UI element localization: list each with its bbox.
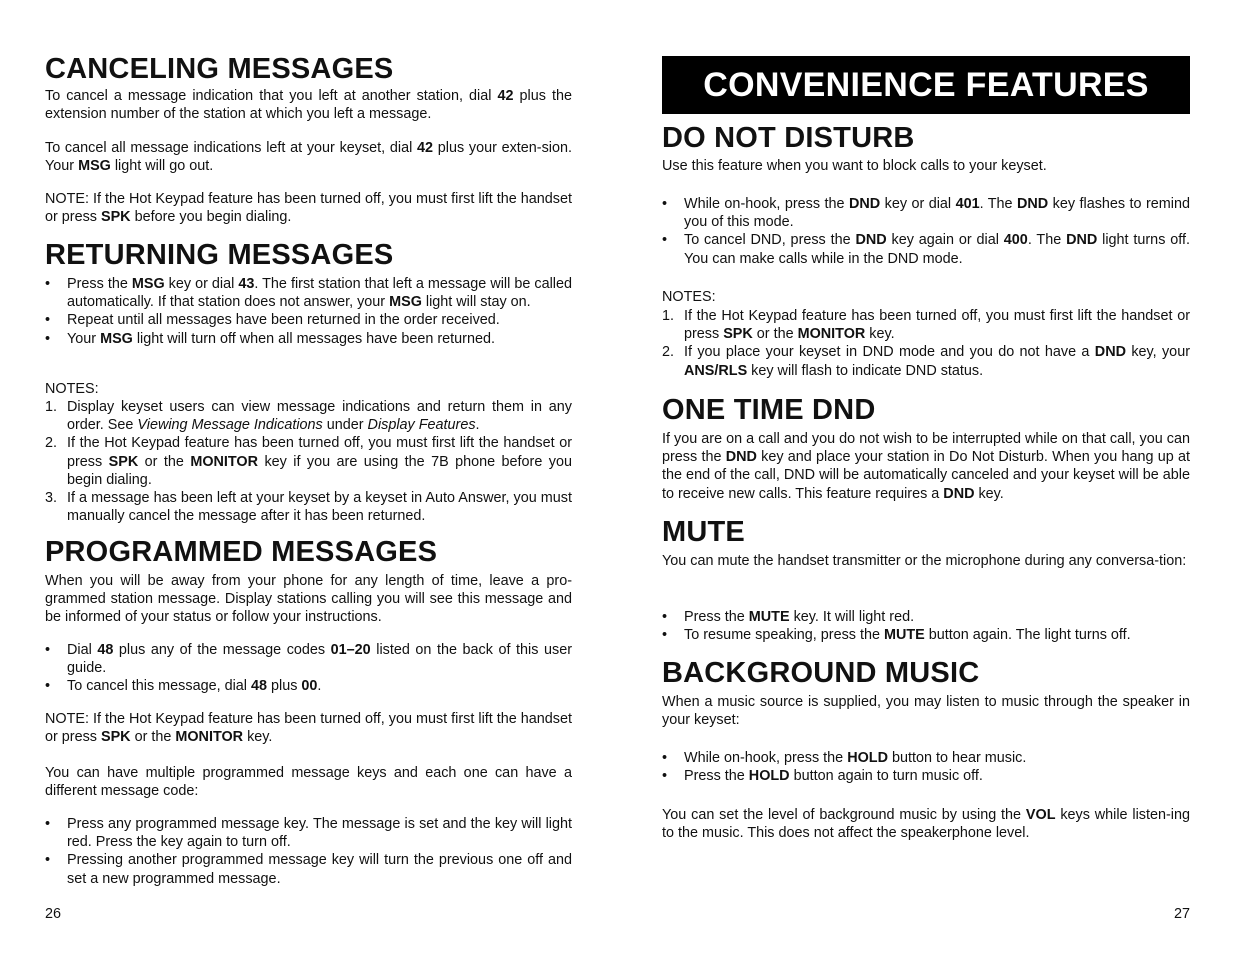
bold-term: 48 [97, 642, 114, 658]
bold-term: DND [725, 449, 757, 466]
paragraph: To cancel a message indication that you left at another station, dial 42 plus the extension number of the station at which you left a message. [45, 88, 573, 123]
bold-term: DND [943, 485, 975, 502]
bullet-item: • Pressing another programmed message key will turn the previous one off and set a new programmed message. [45, 851, 572, 887]
bullet-item: • Press the MSG key or dial 43. The first station that left a message will be called automatically. If that station does not answer, your MSG light will stay on. [45, 275, 572, 311]
numbered-note-item: 1. Display keyset users can view message indications and return them in any order. See Viewing Message Indications under Display Features. [45, 399, 572, 434]
paragraph: You can set the level of background music by using the VOL keys while listen-ing to the music. This does not affect the speakerphone level. [662, 807, 1190, 842]
bullet-list [662, 749, 1190, 785]
bold-term: ANS/RLS [684, 362, 748, 379]
bold-term: 400 [1003, 232, 1028, 249]
numbered-note-item: 3. If a message has been left at your keyset by a keyset in Auto Answer, you must manually cancel the message after it has been returned. [45, 490, 572, 525]
paragraph: You can have multiple programmed message keys and each one can have a different message code: [45, 765, 572, 800]
bullet-list [45, 641, 572, 696]
bold-term: 43 [238, 276, 255, 292]
bullet-item: • To cancel DND, press the DND key again or dial 400. The DND light turns off. You can make calls while in the DND mode. [662, 231, 1190, 267]
page-number-right: 27 [1174, 906, 1191, 922]
bullet-list [662, 195, 1190, 268]
paragraph: You can mute the handset transmitter or the microphone during any conversa-tion: [662, 553, 1187, 569]
bold-term: DND [1017, 196, 1049, 212]
note-number: 2. [662, 344, 675, 361]
page-number-left: 26 [45, 906, 62, 922]
numbered-note-item: 2. If the Hot Keypad feature has been turned off, you must first lift the handset or press SPK or the MONITOR key if you are using the 7B phone before you begin dialing. [45, 435, 572, 488]
note-number: 1. [662, 308, 675, 324]
italic-reference: Display Features [367, 417, 476, 434]
bold-term: VOL [1025, 807, 1056, 823]
chapter-banner: CONVENIENCE FEATURES [662, 56, 1190, 114]
bold-term: DND [1066, 232, 1098, 249]
bold-term: MSG [100, 330, 133, 347]
notes-label: NOTES: [45, 381, 99, 397]
bullet-list [662, 608, 1190, 644]
bold-term: 401 [955, 196, 980, 212]
note-paragraph: NOTE: If the Hot Keypad feature has been turned off, you must first lift the handset or press SPK or the MONITOR key. [45, 711, 572, 746]
bold-term: HOLD [748, 768, 790, 785]
bullet-item: • Press the MUTE key. It will light red. [662, 608, 1190, 626]
section-title-mute: MUTE [662, 516, 745, 548]
numbered-note-item: 1. If the Hot Keypad feature has been turned off, you must first lift the handset or press SPK or the MONITOR key. [662, 308, 1190, 343]
bullet-item: • Dial 48 plus any of the message codes 01–20 listed on the back of this user guide. [45, 641, 572, 677]
paragraph: When a music source is supplied, you may listen to music through the speaker in your keyset: [662, 694, 1190, 729]
paragraph: To cancel all message indications left at your keyset, dial 42 plus your exten-sion. Your MSG light will go out. [45, 140, 572, 175]
bold-term: SPK [100, 729, 131, 746]
bold-term: DND [848, 196, 881, 212]
bold-term: 48 [250, 678, 267, 695]
bullet-item: • To resume speaking, press the MUTE button again. The light turns off. [662, 626, 1190, 644]
bold-term: DND [855, 232, 887, 249]
bold-term: MSG [389, 294, 422, 311]
bold-term: DND [1094, 344, 1126, 361]
section-title-one-time-dnd: ONE TIME DND [662, 394, 876, 426]
bullet-list [45, 275, 572, 348]
bold-term: MSG [78, 158, 111, 175]
note-paragraph: NOTE: If the Hot Keypad feature has been turned off, you must first lift the handset or press SPK before you begin dialing. [45, 191, 572, 226]
italic-reference: Viewing Message Indications [137, 417, 323, 434]
numbered-notes-list [45, 398, 572, 525]
bold-term: MSG [131, 276, 165, 292]
note-number: 1. [45, 399, 58, 415]
bold-term: 00 [301, 678, 318, 695]
bullet-item: • To cancel this message, dial 48 plus 00. [45, 677, 572, 695]
section-title-returning-messages: RETURNING MESSAGES [45, 239, 394, 271]
bullet-item: • While on-hook, press the HOLD button to hear music. [662, 749, 1190, 767]
bold-term: MUTE [883, 627, 925, 644]
bold-term: 01–20 [330, 642, 371, 658]
bold-term: SPK [723, 326, 753, 343]
bold-term: HOLD [847, 750, 888, 766]
section-title-canceling-messages: CANCELING MESSAGES [45, 53, 394, 85]
bold-term: MONITOR [190, 453, 259, 470]
section-title-background-music: BACKGROUND MUSIC [662, 657, 980, 689]
bold-term: 42 [497, 88, 514, 104]
bullet-item: • While on-hook, press the DND key or dial 401. The DND key flashes to remind you of this mode. [662, 195, 1190, 231]
paragraph: If you are on a call and you do not wish to be interrupted while on that call, you can press the DND key and place your station in Do Not Disturb. When you hang up at the end of the call, DND will be automatically canceled and your keyset will be able to receive new calls. This feature requires a DND key. [662, 431, 1190, 502]
numbered-note-item: 2. If you place your keyset in DND mode and you do not have a DND key, your ANS/RLS key will flash to indicate DND status. [662, 344, 1190, 379]
paragraph: When you will be away from your phone for any length of time, leave a pro-grammed station message. Display stations calling you will see this message and be informed of your status or follow your instructions. [45, 573, 572, 626]
bullet-item: • Repeat until all messages have been returned in the order received. [45, 311, 572, 329]
notes-label: NOTES: [662, 289, 716, 305]
note-number: 2. [45, 435, 58, 452]
bullet-item: • Press the HOLD button again to turn music off. [662, 767, 1190, 785]
bold-term: MONITOR [797, 326, 866, 343]
bold-term: SPK [100, 209, 131, 226]
bullet-item: • Press any programmed message key. The message is set and the key will light red. Press the key again to turn off. [45, 815, 572, 851]
bold-term: 42 [417, 140, 434, 156]
bullet-list [45, 815, 572, 888]
bold-term: SPK [108, 453, 139, 470]
note-number: 3. [45, 490, 58, 507]
section-title-programmed-messages: PROGRAMMED MESSAGES [45, 536, 438, 568]
paragraph: Use this feature when you want to block calls to your keyset. [662, 158, 1047, 174]
bold-term: MUTE [748, 609, 790, 625]
bullet-item: • Your MSG light will turn off when all messages have been returned. [45, 330, 572, 348]
numbered-notes-list [662, 307, 1190, 380]
bold-term: MONITOR [175, 729, 244, 746]
section-title-do-not-disturb: DO NOT DISTURB [662, 122, 915, 154]
